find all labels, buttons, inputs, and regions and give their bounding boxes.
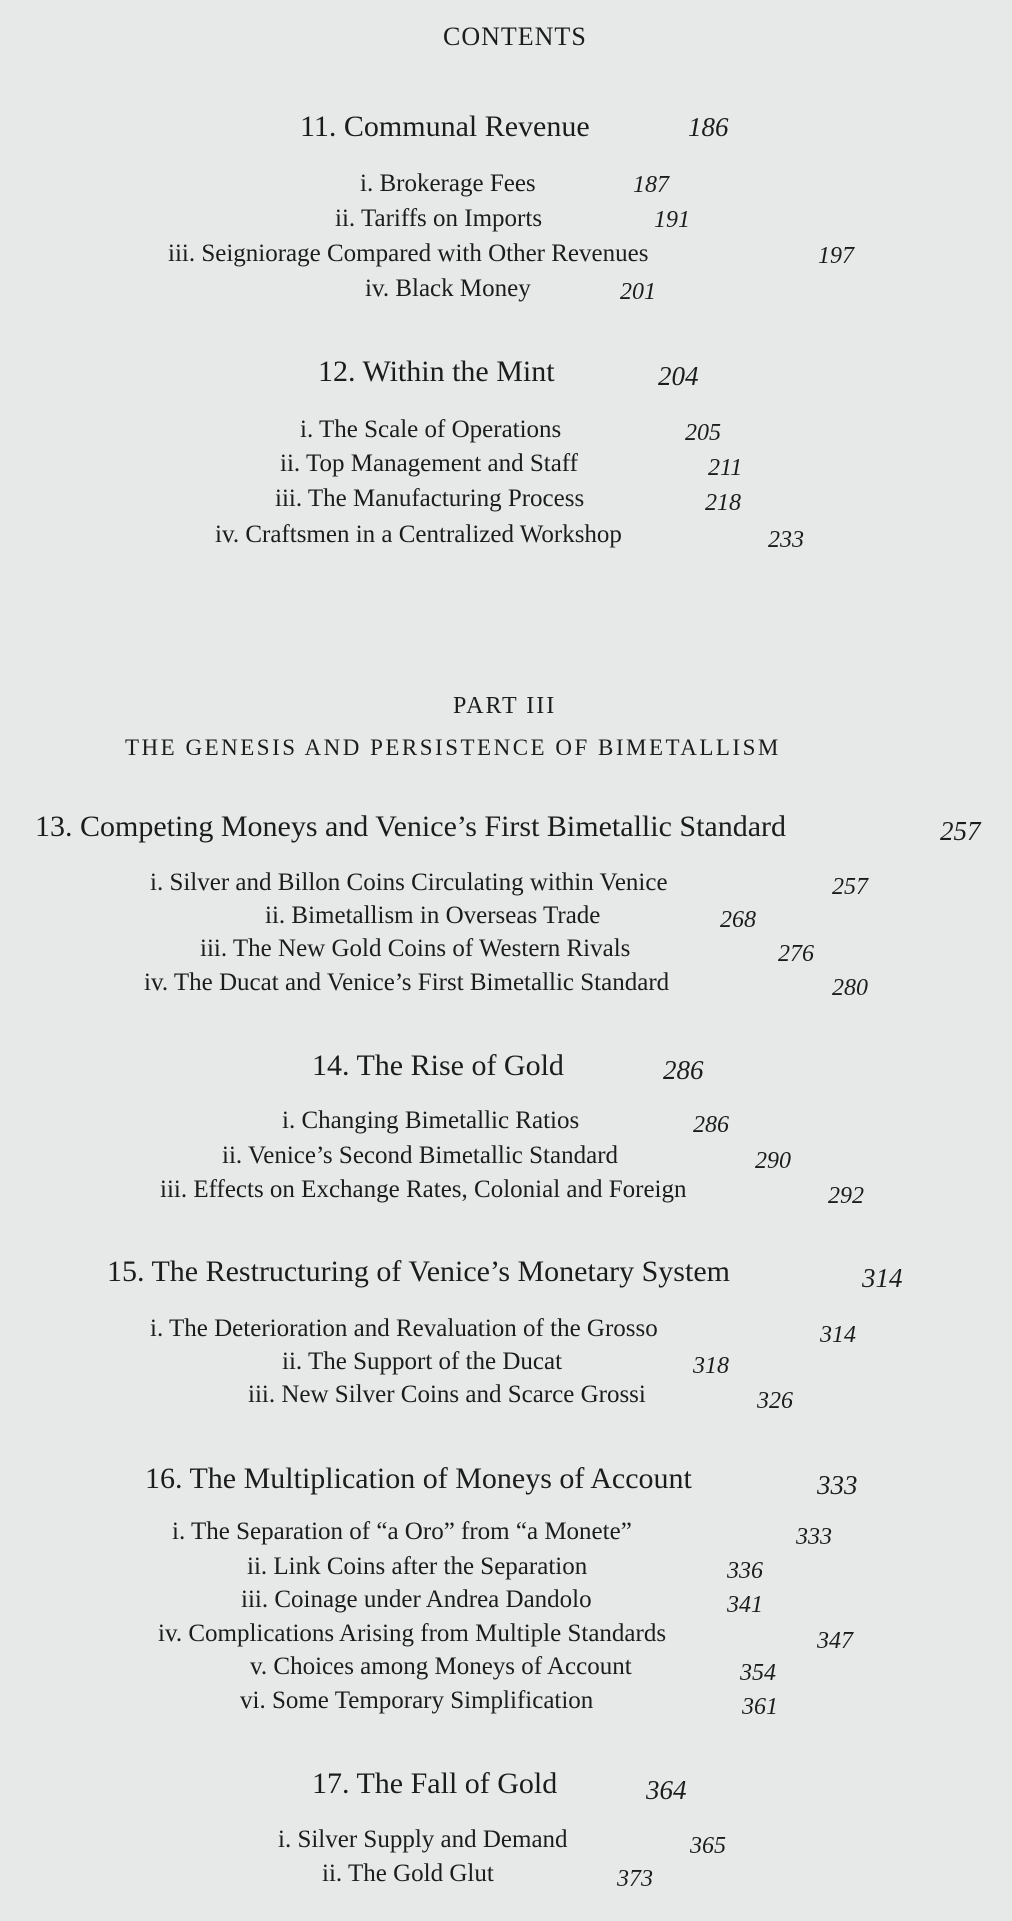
section-page: 314 bbox=[820, 1322, 856, 1348]
section-entry: i. Silver and Billon Coins Circulating within Venice bbox=[150, 869, 668, 896]
section-entry: i. Brokerage Fees bbox=[360, 170, 536, 197]
section-entry: ii. Bimetallism in Overseas Trade bbox=[265, 902, 601, 929]
section-page: 336 bbox=[727, 1558, 763, 1584]
section-page: 286 bbox=[693, 1112, 729, 1138]
section-entry: iv. Black Money bbox=[365, 275, 531, 302]
chapter-16-heading: 16. The Multiplication of Moneys of Account bbox=[145, 1462, 692, 1495]
chapter-13-page: 257 bbox=[940, 816, 981, 846]
section-entry: i. The Deterioration and Revaluation of the Grosso bbox=[150, 1315, 658, 1342]
section-entry: iii. Effects on Exchange Rates, Colonial and Foreign bbox=[160, 1176, 687, 1203]
section-page: 276 bbox=[778, 941, 814, 967]
section-page: 354 bbox=[740, 1660, 776, 1686]
section-page: 257 bbox=[832, 874, 868, 900]
chapter-14-page: 286 bbox=[663, 1055, 704, 1085]
section-page: 333 bbox=[796, 1524, 832, 1550]
section-entry: i. The Scale of Operations bbox=[300, 416, 562, 443]
chapter-12-page: 204 bbox=[658, 361, 699, 391]
chapter-13-heading: 13. Competing Moneys and Venice’s First Bimetallic Standard bbox=[35, 810, 787, 843]
section-entry: iii. Coinage under Andrea Dandolo bbox=[241, 1586, 592, 1613]
section-page: 218 bbox=[705, 490, 741, 516]
section-entry: iii. The Manufacturing Process bbox=[275, 485, 585, 512]
section-entry: iii. The New Gold Coins of Western Rivals bbox=[200, 935, 631, 962]
part-title: THE GENESIS AND PERSISTENCE OF BIMETALLISM bbox=[125, 735, 781, 760]
section-entry: i. Changing Bimetallic Ratios bbox=[282, 1107, 580, 1134]
chapter-11-heading: 11. Communal Revenue bbox=[300, 110, 590, 143]
section-page: 197 bbox=[818, 243, 854, 269]
chapter-17-page: 364 bbox=[646, 1775, 687, 1805]
chapter-12-heading: 12. Within the Mint bbox=[318, 355, 555, 388]
section-entry: ii. Venice’s Second Bimetallic Standard bbox=[222, 1142, 619, 1169]
section-entry: ii. Top Management and Staff bbox=[280, 450, 578, 477]
section-entry: iv. The Ducat and Venice’s First Bimetallic Standard bbox=[144, 969, 670, 996]
section-entry: iii. New Silver Coins and Scarce Grossi bbox=[248, 1381, 646, 1408]
chapter-14-heading: 14. The Rise of Gold bbox=[312, 1049, 564, 1082]
section-entry: iv. Craftsmen in a Centralized Workshop bbox=[215, 521, 622, 548]
part-label: PART III bbox=[453, 693, 557, 719]
section-page: 280 bbox=[832, 975, 868, 1001]
section-page: 187 bbox=[633, 172, 669, 198]
section-page: 318 bbox=[693, 1353, 729, 1379]
section-entry: v. Choices among Moneys of Account bbox=[250, 1653, 632, 1680]
section-entry: iii. Seigniorage Compared with Other Revenues bbox=[168, 240, 649, 267]
section-page: 361 bbox=[742, 1694, 778, 1720]
section-entry: i. Silver Supply and Demand bbox=[278, 1826, 568, 1853]
section-entry: iv. Complications Arising from Multiple Standards bbox=[158, 1620, 667, 1647]
section-entry: ii. The Gold Glut bbox=[322, 1860, 494, 1887]
section-entry: ii. Link Coins after the Separation bbox=[247, 1553, 588, 1580]
section-page: 233 bbox=[768, 527, 804, 553]
chapter-11-page: 186 bbox=[688, 112, 729, 142]
chapter-15-heading: 15. The Restructuring of Venice’s Monetary System bbox=[107, 1255, 730, 1288]
chapter-17-heading: 17. The Fall of Gold bbox=[312, 1767, 558, 1800]
chapter-15-page: 314 bbox=[862, 1263, 903, 1293]
section-page: 292 bbox=[828, 1183, 864, 1209]
section-page: 341 bbox=[727, 1592, 763, 1618]
section-page: 290 bbox=[755, 1148, 791, 1174]
section-page: 373 bbox=[617, 1866, 653, 1892]
section-page: 326 bbox=[757, 1388, 793, 1414]
section-page: 211 bbox=[708, 455, 743, 481]
section-page: 201 bbox=[620, 279, 656, 305]
section-page: 191 bbox=[654, 207, 690, 233]
section-entry: ii. Tariffs on Imports bbox=[335, 205, 543, 232]
section-page: 205 bbox=[685, 420, 721, 446]
section-entry: i. The Separation of “a Oro” from “a Monete” bbox=[172, 1518, 632, 1545]
section-page: 365 bbox=[690, 1833, 726, 1859]
section-entry: vi. Some Temporary Simplification bbox=[240, 1687, 594, 1714]
section-page: 347 bbox=[817, 1628, 853, 1654]
section-page: 268 bbox=[720, 907, 756, 933]
section-entry: ii. The Support of the Ducat bbox=[282, 1348, 563, 1375]
page-header: CONTENTS bbox=[443, 22, 587, 51]
chapter-16-page: 333 bbox=[817, 1470, 858, 1500]
